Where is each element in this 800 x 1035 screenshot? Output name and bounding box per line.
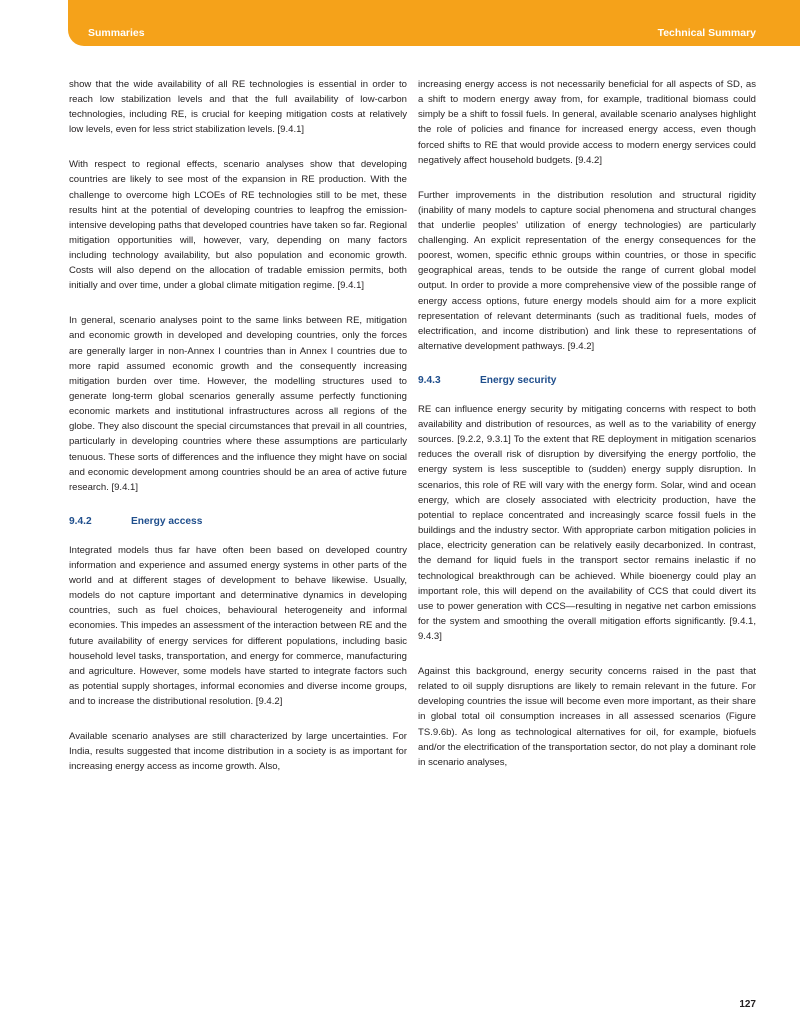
- left-column: [69, 77, 407, 794]
- paragraph: show that the wide availability of all RE technologies is essential in order to reach low stabilization levels and that the full availability of low-carbon technologies, including RE, is crucial for keeping mitigation costs at relatively low levels, even for less strict stabilization levels. [9.4.1]: [69, 79, 407, 136]
- section-number: 9.4.2: [69, 515, 92, 527]
- section-title: Energy access: [131, 515, 203, 527]
- header-document-label: Technical Summary: [657, 27, 756, 39]
- page-number: 127: [739, 999, 756, 1010]
- header-section-label: Summaries: [88, 27, 145, 39]
- section-heading-energy-security: [418, 374, 756, 388]
- right-column: [418, 77, 756, 790]
- paragraph: Further improvements in the distribution resolution and structural rigidity (inability of many models to capture social phenomena and structural changes that underlie peoples’ utilization of energy technologies) are particularly challenging. An explicit representation of the energy consequences for the poorest, women, specific ethnic groups within countries, or those in specific geographical areas, tends to be outside the range of current global model output. In order to provide a more comprehensive view of the possible range of energy access options, future energy models should aim for a more explicit representation of relevant determinants (such as traditional fuels, modes of electrification, and income distribution) and link these to representations of alternative development pathways. [9.4.2]: [418, 189, 756, 353]
- section-number: 9.4.3: [418, 374, 441, 386]
- section-heading-energy-access: [69, 515, 407, 529]
- paragraph: In general, scenario analyses point to the same links between RE, mitigation and economic growth in developed and developing countries, only the forces are generally larger in non-Annex I countries than in Annex I countries due to more rapid assumed economic growth and the consequently increasing mitigation burden over time. However, the modelling structures used to generate long-term global scenarios generally assume perfectly functioning economic markets and institutional infrastructures across all regions of the globe. They also discount the special circumstances that prevail in all countries, particularly in developing countries where these assumptions are particularly tenuous. These sorts of differences and the influence they might have on social and economic development among countries should be an area of active future research. [9.4.1]: [69, 315, 407, 493]
- paragraph: With respect to regional effects, scenario analyses show that developing countries are likely to see most of the expansion in RE production. With the challenge to overcome high LCOEs of RE technologies still to be met, these results hint at the potential of developing countries to leapfrog the emission-intensive developing paths that developed countries have taken so far. Regional mitigation opportunities will, however, vary, depending on many factors including technology availability, but also population and economic growth. Costs will also depend on the allocation of tradable emission permits, both initially and over time, under a global climate mitigation regime. [9.4.1]: [69, 159, 407, 292]
- section-title: Energy security: [480, 374, 557, 386]
- paragraph: Available scenario analyses are still characterized by large uncertainties. For India, results suggested that income distribution in a society is as important for increasing energy access as income growth. Also,: [69, 731, 407, 773]
- paragraph: increasing energy access is not necessarily beneficial for all aspects of SD, as a shift to modern energy away from, for example, traditional biomass could simply be a shift to fossil fuels. In general, available scenario analyses highlight the role of policies and finance for increased energy access, even though forced shifts to RE that would provide access to modern energy services could negatively affect household budgets. [9.4.2]: [418, 79, 756, 166]
- header-band: [68, 0, 800, 46]
- paragraph: Integrated models thus far have often been based on developed country information and experience and assumed energy systems in other parts of the world and at different stages of development to behave likewise. Usually, models do not capture important and determinative dynamics in developing countries, such as fuel choices, behavioural heterogeneity and informal economies. This impedes an assessment of the interaction between RE and the future availability of energy services for different populations, including basic household level tasks, transportation, and energy for commerce, manufacturing and agriculture. However, some models have started to integrate factors such as potential supply shortages, informal economies and diverse income groups, and to increase the distributional resolution. [9.4.2]: [69, 544, 407, 708]
- paragraph: Against this background, energy security concerns raised in the past that related to oil supply disruptions are likely to remain relevant in the future. For developing countries the issue will become even more important, as their share in global total oil consumption increases in all assessed scenarios (Figure TS.9.6b). As long as technological alternatives for oil, for example, biofuels and/or the electrification of the transportation sector, do not play a dominant role in scenario analyses,: [418, 665, 756, 768]
- paragraph: RE can influence energy security by mitigating concerns with respect to both availability and distribution of resources, as well as to the variability of energy sources. [9.2.2, 9.3.1] To the extent that RE deployment in mitigation scenarios reduces the overall risk of disruption by diversifying the energy portfolio, the energy system is less susceptible to (sudden) energy supply disruption. In scenarios, this role of RE will vary with the energy form. Solar, wind and ocean energy, which are closely associated with electricity production, have the potential to replace concentrated and increasingly scarce fossil fuels in the buildings and the industry sector. With appropriate carbon mitigation policies in place, electricity generation can be relatively easily decarbonized. In contrast, the demand for liquid fuels in the transport sector remains inelastic if no technological breakthrough can be achieved. While bioenergy could play an important role, this will depend on the availability of CCS that could divert its use to power generation with CCS—resulting in negative net carbon emissions for the system and smoothing the overall mitigation efforts significantly. [9.4.1, 9.4.3]: [418, 403, 756, 643]
